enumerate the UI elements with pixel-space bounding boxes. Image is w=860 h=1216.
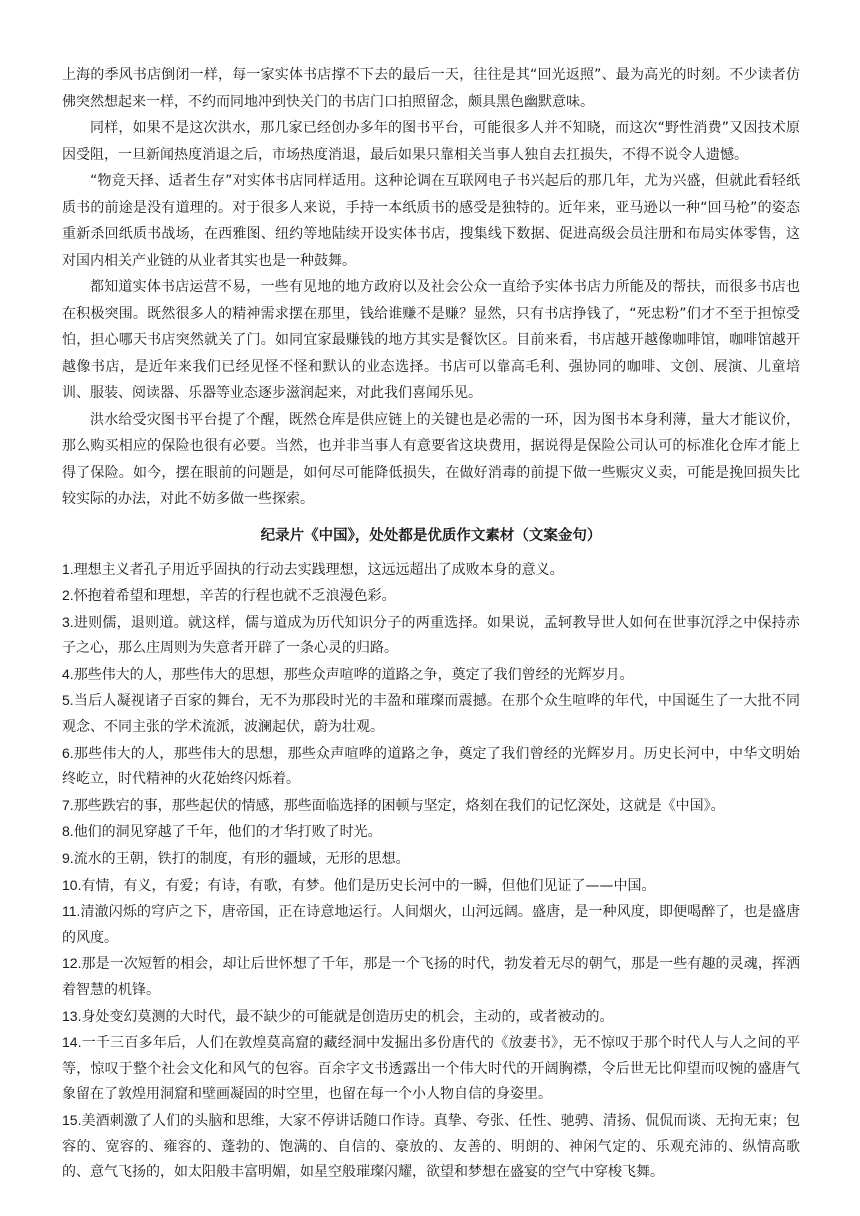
item-number: 11. <box>62 903 81 920</box>
list-item <box>62 846 800 873</box>
list-item <box>62 793 800 820</box>
list-item <box>62 662 800 689</box>
item-text: 那些跌宕的事，那些起伏的情感，那些面临选择的困顿与坚定，烙刻在我们的记忆深处，这就是《中国》。 <box>73 797 725 814</box>
list-item <box>62 1030 800 1108</box>
item-number: 1. <box>62 560 74 577</box>
item-text: 一千三百多年后，人们在敦煌莫高窟的藏经洞中发掘出多份唐代的《放妻书》，无不惊叹于那个时代人与人之间的平等，惊叹于整个社会文化和风气的包容。百余字文书透露出一个伟大时代的开阔胸襟，令后世无比仰望而叹惋的盛唐气象留在了敦煌用洞窟和壁画凝固的时空里，也留在每一个小人物自信的身姿里。 <box>62 1035 800 1103</box>
item-number: 14. <box>62 1034 82 1051</box>
item-number: 7. <box>62 796 74 813</box>
article-paragraph: 同样，如果不是这次洪水，那几家已经创办多年的图书平台，可能很多人并不知晓，而这次“野性消费”又因技术原因受阻，一旦新闻热度消退之后，市场热度消退，最后如果只靠相关当事人独自去扛损失，不得不说令人遗憾。 <box>62 120 800 163</box>
item-number: 13. <box>62 1007 82 1024</box>
article-paragraph: 上海的季风书店倒闭一样，每一家实体书店撑不下去的最后一天，往往是其“回光返照”、最为高光的时刻。不少读者仿佛突然想起来一样，不约而同地冲到快关门的书店门口拍照留念，颇具黑色幽默意味。 <box>62 67 800 110</box>
item-text: 那些伟大的人，那些伟大的思想，那些众声喧哗的道路之争，奠定了我们曾经的光辉岁月。 <box>73 666 634 683</box>
item-text: 有情，有义，有爱；有诗，有歌，有梦。他们是历史长河中的一瞬，但他们见证了——中国。 <box>81 877 656 894</box>
document-page <box>62 62 800 1186</box>
item-text: 他们的洞见穿越了千年，他们的才华打败了时光。 <box>73 824 382 841</box>
item-number: 12. <box>62 955 82 972</box>
list-item <box>62 899 800 951</box>
article-paragraph: 洪水给受灾图书平台提了个醒，既然仓库是供应链上的关键也是必需的一环，因为图书本身利薄，量大才能议价，那么购买相应的保险也很有必要。当然，也并非当事人有意要省这块费用，据说得是保险公司认可的标准化仓库才能上得了保险。如今，摆在眼前的问题是，如何尽可能降低损失，在做好消毒的前提下做一些赈灾义卖，可能是挽回损失比较实际的办法，对此不妨多做一些探索。 <box>62 411 800 507</box>
list-item <box>62 819 800 846</box>
item-text: 清澈闪烁的穹庐之下，唐帝国，正在诗意地运行。人间烟火，山河远阔。盛唐，是一种风度，即便喝醉了，也是盛唐的风度。 <box>62 904 800 946</box>
item-number: 8. <box>62 823 74 840</box>
item-number: 9. <box>62 850 74 867</box>
item-text: 怀抱着希望和理想，辛苦的行程也就不乏浪漫色彩。 <box>73 588 396 605</box>
item-number: 2. <box>62 587 74 604</box>
item-text: 流水的王朝，铁打的制度，有形的疆域，无形的思想。 <box>73 851 410 868</box>
item-text: 那是一次短暂的相会，却让后世怀想了千年，那是一个飞扬的时代，勃发着无尽的朝气，那是一些有趣的灵魂，挥洒着智慧的机锋。 <box>62 956 800 998</box>
list-item <box>62 610 800 662</box>
list-item <box>62 688 800 740</box>
item-number: 10. <box>62 876 82 893</box>
item-number: 5. <box>62 692 74 709</box>
list-item <box>62 741 800 793</box>
item-text: 进则儒，退则道。就这样，儒与道成为历代知识分子的两重选择。如果说，孟轲教导世人如何在世事沉浮之中保持赤子之心，那么庄周则为失意者开辟了一条心灵的归路。 <box>62 614 800 657</box>
list-item <box>62 1004 800 1031</box>
article-paragraph: 都知道实体书店运营不易，一些有见地的地方政府以及社会公众一直给予实体书店力所能及的帮扶，而很多书店也在积极突围。既然很多人的精神需求摆在那里，钱给谁赚不是赚？显然，只有书店挣钱了，“死忠粉”们才不至于担惊受怕，担心哪天书店突然就关了门。如同宜家最赚钱的地方其实是餐饮区。目前来看，书店越开越像咖啡馆，咖啡馆越开越像书店，是近年来我们已经见怪不怪和默认的业态选择。书店可以靠高毛利、强协同的咖啡、文创、展演、儿童培训、服装、阅读器、乐器等业态逐步滋润起来，对此我们喜闻乐见。 <box>62 279 800 401</box>
item-number: 4. <box>62 665 74 682</box>
item-number: 3. <box>62 613 74 630</box>
article-body <box>62 62 800 513</box>
list-item <box>62 1108 800 1186</box>
item-text: 那些伟大的人，那些伟大的思想，那些众声喧哗的道路之争，奠定了我们曾经的光辉岁月。历史长河中，中华文明始终屹立，时代精神的火花始终闪烁着。 <box>62 745 800 788</box>
quote-list <box>62 557 800 1186</box>
list-item <box>62 873 800 900</box>
item-text: 身处变幻莫测的大时代，最不缺少的可能就是创造历史的机会，主动的，或者被动的。 <box>81 1008 614 1025</box>
item-text: 美酒刺激了人们的头脑和思维，大家不停讲话随口作诗。真挚、夸张、任性、驰骋、清扬、侃侃而谈、无拘无束；包容的、宽容的、雍容的、蓬勃的、饱满的、自信的、豪放的、友善的、明朗的、神闲气定的、乐观充沛的、纵情高歌的、意气飞扬的，如太阳般丰富明媚，如星空般璀璨闪耀，欲望和梦想在盛宴的空气中穿梭飞舞。 <box>62 1112 800 1181</box>
item-text: 当后人凝视诸子百家的舞台，无不为那段时光的丰盈和璀璨而震撼。在那个众生喧哗的年代，中国诞生了一大批不同观念、不同主张的学术流派，波澜起伏，蔚为壮观。 <box>62 693 800 736</box>
list-item <box>62 951 800 1003</box>
list-item <box>62 557 800 584</box>
section-title: 纪录片《中国》，处处都是优质作文素材（文案金句） <box>260 527 602 544</box>
article-paragraph: “物竞天择、适者生存”对实体书店同样适用。这种论调在互联网电子书兴起后的那几年，尤为兴盛，但就此看轻纸质书的前途是没有道理的。对于很多人来说，手持一本纸质书的感受是独特的。近年来，亚马逊以一种“回马枪”的姿态重新杀回纸质书战场，在西雅图、纽约等地陆续开设实体书店，搜集线下数据、促进高级会员注册和布局实体零售，这对国内相关产业链的从业者其实也是一种鼓舞。 <box>62 173 800 269</box>
list-item <box>62 583 800 610</box>
item-text: 理想主义者孔子用近乎固执的行动去实践理想，这远远超出了成败本身的意义。 <box>73 561 564 578</box>
item-number: 6. <box>62 744 74 761</box>
item-number: 15. <box>62 1111 82 1128</box>
